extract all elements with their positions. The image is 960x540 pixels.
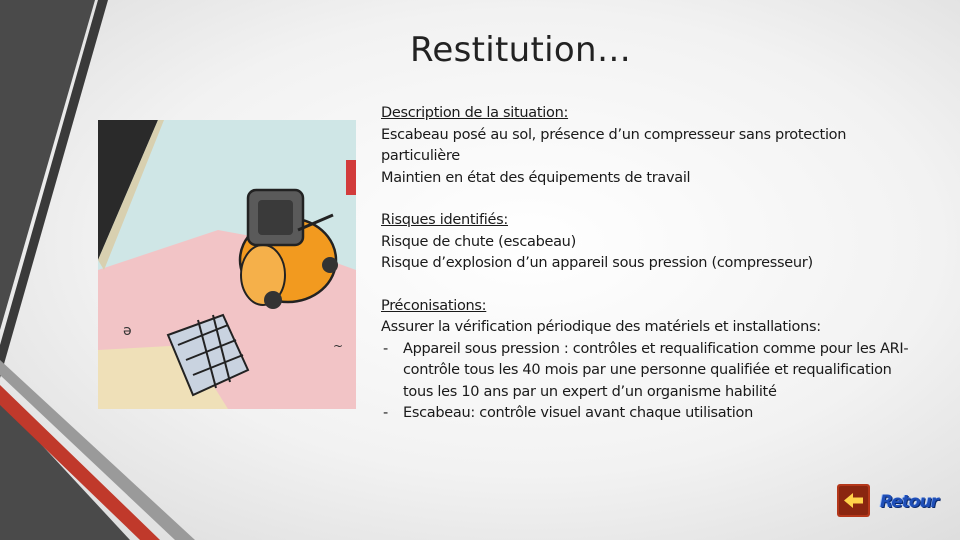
retour-button[interactable] — [880, 490, 939, 514]
description-heading: Description de la situation: — [381, 105, 569, 121]
description-line: Maintien en état des équipements de travail — [381, 169, 691, 186]
recommendations-heading: Préconisations: — [381, 297, 487, 314]
recommendations-intro: Assurer la vérification périodique des matériels et installations: — [381, 319, 821, 335]
description-line: Escabeau posé au sol, présence d’un compresseur sans protection particulière — [381, 126, 847, 164]
list-item-text: Appareil sous pression : contrôles et requalification comme pour les ARI- contrôle tous les 40 mois par une personne qualifiée et requalification tous les 10 ans par un expert d’un organisme habilité — [403, 340, 909, 400]
risk-line: Risque d’explosion d’un appareil sous pression (compresseur) — [381, 255, 813, 271]
compressor-illustration — [98, 120, 356, 409]
list-item — [381, 339, 911, 404]
risk-line: Risque de chute (escabeau) — [381, 233, 576, 250]
section-description — [381, 103, 911, 189]
bullet-dash: - — [383, 340, 388, 357]
bullet-dash: - — [383, 405, 388, 421]
section-risks — [381, 210, 911, 275]
recommendations-list — [381, 339, 911, 425]
svg-text:~: ~ — [333, 339, 344, 353]
risks-heading: Risques identifiés: — [381, 212, 508, 228]
list-item-text: Escabeau: contrôle visuel avant chaque utilisation — [403, 405, 753, 421]
slide-title: Restitution… — [410, 30, 632, 70]
list-item — [381, 403, 911, 425]
retour-label: Retour — [880, 492, 939, 512]
slide-content — [381, 103, 911, 446]
section-recommendations — [381, 296, 911, 425]
svg-text:ə: ə — [123, 323, 132, 339]
back-arrow-button[interactable] — [837, 484, 870, 517]
